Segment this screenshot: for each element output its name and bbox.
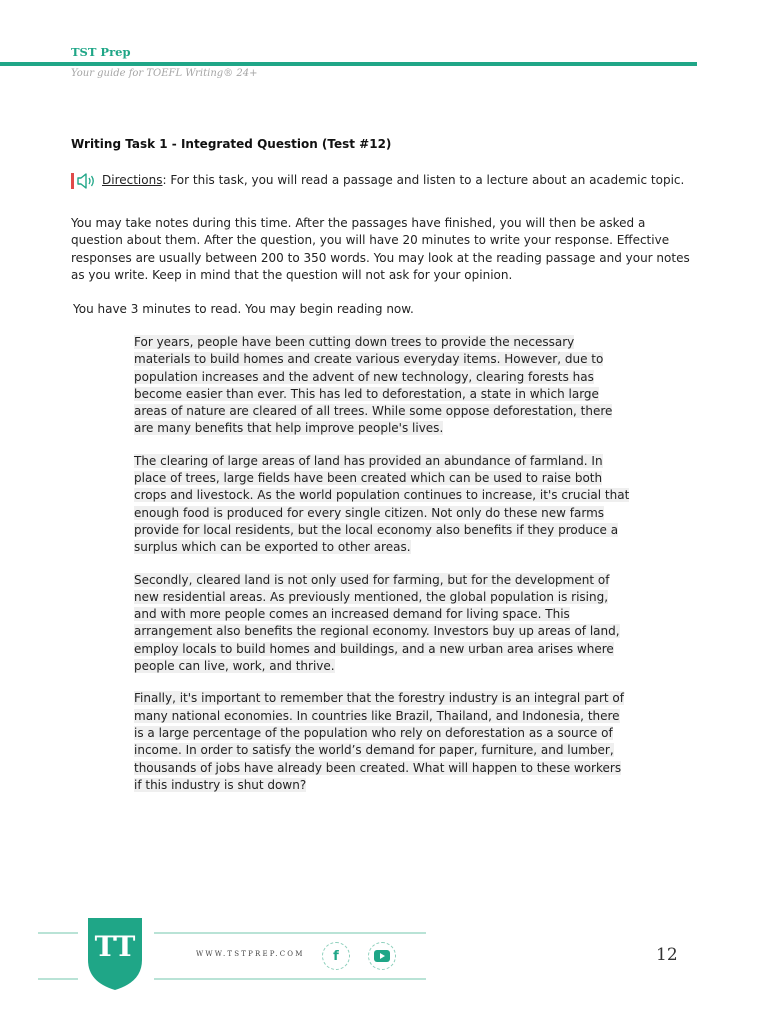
directions-label: Directions [102, 173, 163, 187]
brand-name: TST Prep [71, 45, 131, 59]
youtube-icon[interactable] [368, 942, 396, 970]
footer-banner [36, 918, 426, 993]
passage-paragraph: Secondly, cleared land is not only used for farming, but for the development of new residential areas. As previously mentioned, the global population is rising, and with more people comes an increased demand for living space. This arrangement also benefits the regional economy. Investors buy up areas of land, employ locals to build homes and buildings, and a new urban area arises where people can live, work, and thrive. [134, 572, 620, 674]
svg-text:TT: TT [94, 930, 136, 963]
instructions-text: You may take notes during this time. After the passages have finished, you will then be asked a question about them. After the question, you will have 20 minutes to write your response. Effective responses are usually between 200 to 350 words. You may look at the reading passage and your notes as you write. Keep in mind that the question will not ask for your opinion. [71, 216, 690, 282]
passage-paragraph: For years, people have been cutting down trees to provide the necessary materials to build homes and create various everyday items. However, due to population increases and the advent of new technology, clearing forests has become easier than ever. This has led to deforestation, a state in which large areas of nature are cleared of all trees. While some oppose deforestation, there are many benefits that help improve people's lives. [134, 335, 613, 436]
header-rule [0, 62, 697, 66]
directions-line [71, 172, 701, 189]
passage-paragraph: The clearing of large areas of land has provided an abundance of farmland. In place of trees, large fields have been created which can be used to raise both crops and livestock. As the world population continues to increase, it's crucial that enough food is produced for every single citizen. Not only do these new farms provide for local residents, but the local economy also benefits if they produce a surplus which can be exported to other areas. [134, 453, 630, 555]
reading-notice: You have 3 minutes to read. You may begin reading now. [73, 302, 414, 316]
directions-text: : For this task, you will read a passage and listen to a lecture about an academic topic. [162, 173, 685, 187]
task-title: Writing Task 1 - Integrated Question (Test #12) [71, 137, 392, 151]
tagline: Your guide for TOEFL Writing® 24+ [71, 68, 258, 79]
website-url[interactable]: WWW.TSTPREP.COM [196, 950, 305, 958]
tstprep-logo-icon [86, 916, 144, 992]
audio-speaker-icon[interactable] [71, 173, 97, 189]
passage-paragraph: Finally, it's important to remember that the forestry industry is an integral part of many national economies. In countries like Brazil, Thailand, and Indonesia, there is a large percentage of the population who rely on deforestation as a source of income. In order to satisfy the world’s demand for paper, furniture, and lumber, thousands of jobs have already been created. What will happen to these workers if this industry is shut down? [134, 691, 624, 792]
facebook-icon[interactable]: f [322, 942, 350, 970]
reading-passage [134, 334, 632, 809]
page-number: 12 [656, 945, 678, 965]
